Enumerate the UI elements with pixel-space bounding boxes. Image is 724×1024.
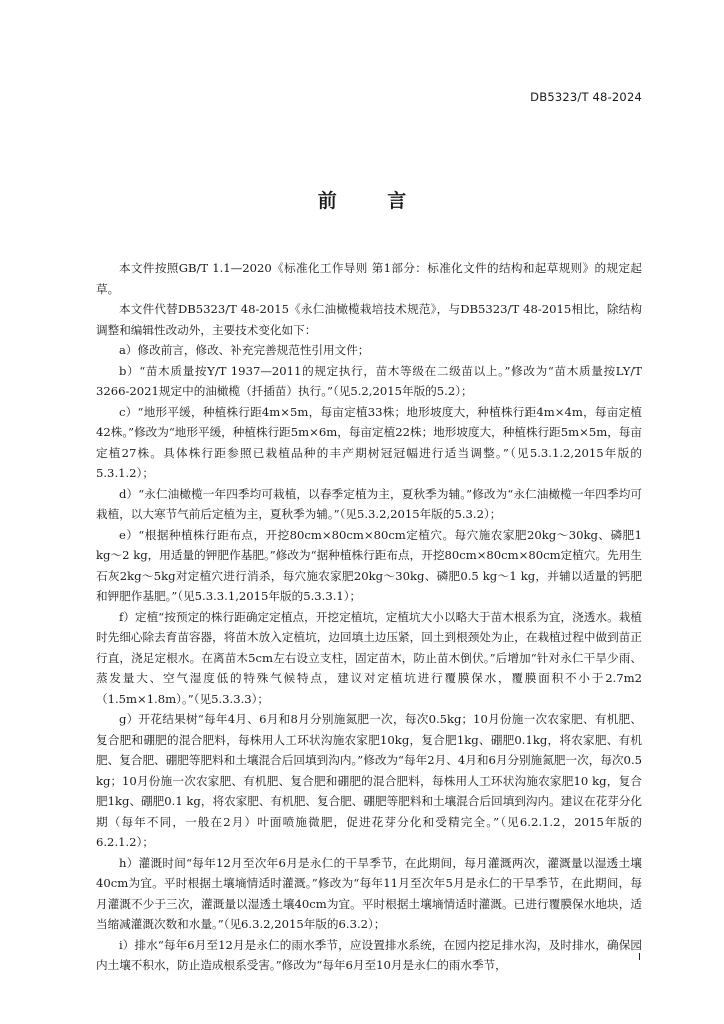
paragraph: 本文件按照GB/T 1.1—2020《标准化工作导则 第1部分：标准化文件的结构和起草规则》的规定起草。: [96, 261, 642, 296]
list-item: d）“永仁油橄榄一年四季均可栽植，以春季定植为主，夏秋季为辅。”修改为“永仁油橄榄一年四季均可栽植，以大寒节气前后定植为主，夏秋季为辅。”（见5.3.2,2015年版的5.3.2）；: [96, 486, 642, 521]
list-item: c）“地形平缓，种植株行距4m×5m，每亩定植33株；地形坡度大，种植株行距4m×4m，每亩定植42株。”修改为“地形平缓，种植株行距5m×6m，每亩定植22株；地形坡度大，种植株行距5m×5m，每亩定植27株。具体株行距参照已栽植品种的丰产期树冠冠幅进行适当调整。”（见5.3.1.2,2015年版的5.3.1.2）；: [96, 404, 642, 480]
list-item: b）“苗木质量按Y/T 1937—2011的规定执行，苗木等级在二级苗以上。”修改为“苗木质量按LY/T 3266-2021规定中的油橄榄（扦插苗）执行。”（见5.2,2015年版的5.2）；: [96, 363, 642, 398]
paragraph: 本文件代替DB5323/T 48-2015《永仁油橄榄栽培技术规范》，与DB5323/T 48-2015相比，除结构调整和编辑性改动外，主要技术变化如下：: [96, 302, 642, 337]
standard-code: DB5323/T 48-2024: [530, 90, 642, 104]
list-item: f）定植“按预定的株行距确定定植点，开挖定植坑，定植坑大小以略大于苗木根系为宜，浇透水。栽植时先细心除去育苗容器，将苗木放入定植坑，边回填土边压紧，回土到根颈处为止，在栽植过程中做到苗正行直，浇足定根水。在离苗木5cm左右设立支柱，固定苗木，防止苗木倒伏。”后增加“针对永仁干旱少雨、蒸发量大、空气湿度低的特殊气候特点，建议对定植坑进行覆膜保水，覆膜面积不小于2.7m2（1.5m×1.8m）。”（见5.3.3.3）；: [96, 609, 642, 706]
list-item: h）灌溉时间“每年12月至次年6月是永仁的干旱季节，在此期间，每月灌溉两次，灌溉量以湿透土壤40cm为宜。平时根据土壤墒情适时灌溉。”修改为“每年11月至次年5月是永仁的干旱季节，在此期间，每月灌溉不少于三次，灌溉量以湿透土壤40cm为宜。平时根据土壤墒情适时灌溉。已进行覆膜保水地块，适当缩减灌溉次数和水量。”（见6.3.2,2015年版的6.3.2）；: [96, 855, 642, 931]
list-item: e）“根据种植株行距布点，开挖80cm×80cm×80cm定植穴。每穴施农家肥20kg～30kg、磷肥1 kg～2 kg，用适量的钾肥作基肥。”修改为“据种植株行距布点，开挖80cm×80cm×80cm定植穴。先用生石灰2kg～5kg对定植穴进行消杀，每穴施农家肥20kg～30kg、磷肥0.5 kg～1 kg，并辅以适量的钙肥和钾肥作基肥。”（见5.3.3.1,2015年版的5.3.3.1）；: [96, 527, 642, 603]
list-item: g）开花结果树“每年4月、6月和8月分别施氮肥一次，每次0.5kg；10月份施一次农家肥、有机肥、复合肥和硼肥的混合肥料，每株用人工环状沟施农家肥10kg，复合肥1kg、硼肥0.1kg，将农家肥、有机肥、复合肥、硼肥等肥料和土壤混合后回填到沟内。”修改为“每年2月、4月和6月分别施氮肥一次，每次0.5 kg；10月份施一次农家肥、有机肥、复合肥和硼肥的混合肥料，每株用人工环状沟施农家肥10 kg，复合肥1kg、硼肥0.1 kg，将农家肥、有机肥、复合肥、硼肥等肥料和土壤混合后回填到沟内。建议在花芽分化期（每年不同，一般在2月）叶面喷施微肥，促进花芽分化和受精完全。”（见6.2.1.2，2015年版的6.2.1.2）；: [96, 712, 642, 849]
list-item: i）排水“每年6月至12月是永仁的雨水季节，应设置排水系统，在园内挖足排水沟，及时排水，确保园内土壤不积水，防止造成根系受害。”修改为“每年6月至10月是永仁的雨水季节，: [96, 937, 642, 972]
foreword-body: [96, 258, 642, 976]
list-item: a）修改前言，修改、补充完善规范性引用文件；: [119, 343, 370, 357]
page-title: 前 言: [317, 190, 429, 212]
page-number: I: [638, 952, 641, 963]
